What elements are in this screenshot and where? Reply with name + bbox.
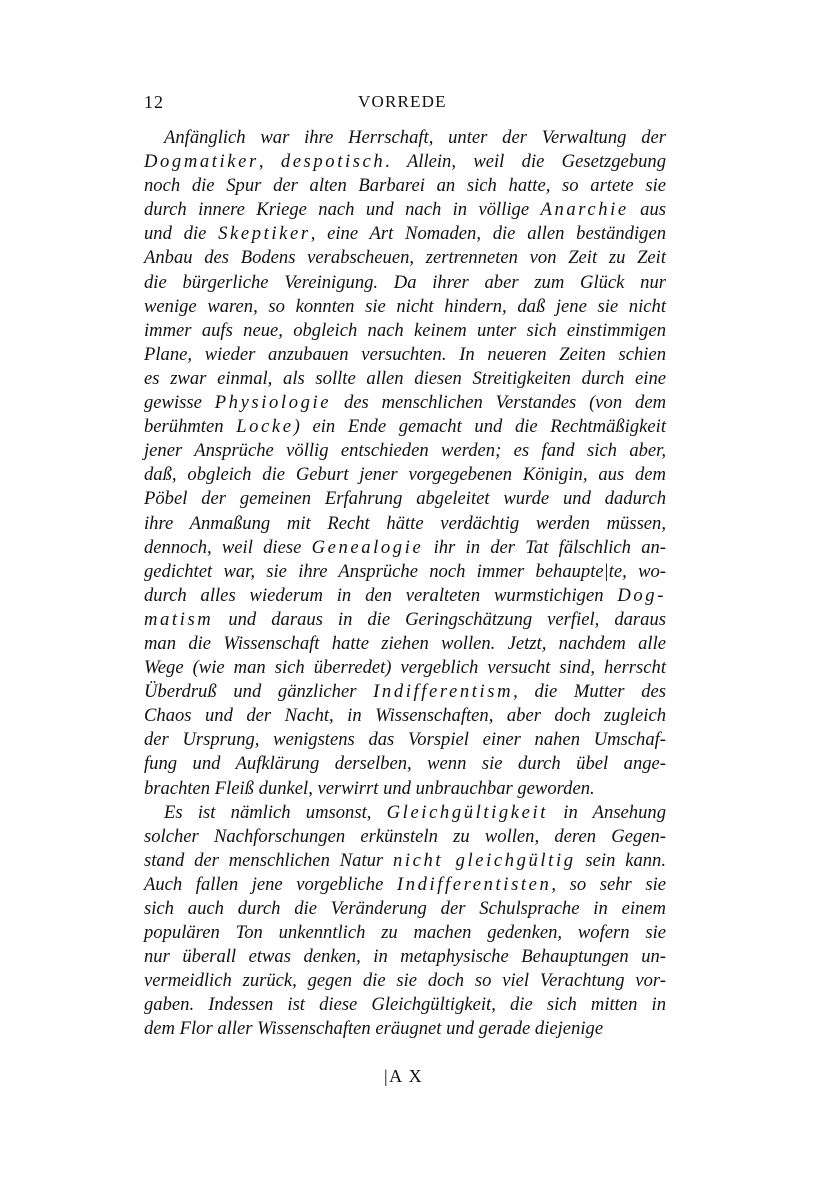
text-line xyxy=(144,536,666,560)
spaced-emphasis: Indifferentisten xyxy=(396,873,552,895)
text-run: ihr in der Tat fälschlich an- xyxy=(423,536,666,558)
text-run: ) ein Ende gemacht und die Rechtmäßigkeit xyxy=(293,416,667,438)
text-run: gaben. Indessen ist diese Gleichgültigkeit, die sich mitten in xyxy=(144,994,666,1016)
page-number: 12 xyxy=(144,92,164,112)
text-line xyxy=(144,777,666,801)
text-run: immer aufs neue, obgleich nach keinem unter sich einstimmigen xyxy=(144,319,666,341)
text-line xyxy=(144,849,666,873)
text-line xyxy=(144,150,666,174)
text-run: Plane, wieder anzubauen versuchten. In neueren Zeiten schien xyxy=(144,343,666,365)
text-line xyxy=(144,271,666,295)
spaced-emphasis: Anarchie xyxy=(540,199,629,221)
text-run: , eine Art Nomaden, die allen beständigen xyxy=(310,223,666,245)
text-line xyxy=(144,969,666,993)
text-line xyxy=(144,487,666,511)
text-line xyxy=(144,921,666,945)
text-line xyxy=(144,463,666,487)
text-run: dem Flor aller Wissenschaften eräugnet und gerade diejenige xyxy=(144,1018,604,1040)
spaced-emphasis: Gleichgültigkeit xyxy=(386,801,549,823)
text-run: vermeidlich zurück, gegen die sie doch so viel Verachtung vor- xyxy=(144,970,666,992)
text-line xyxy=(144,295,666,319)
text-line xyxy=(144,512,666,536)
text-line xyxy=(144,367,666,391)
text-line xyxy=(144,246,666,270)
signature-mark: |A X xyxy=(384,1066,424,1086)
text-line xyxy=(144,584,666,608)
text-run: solcher Nachforschungen erkünsteln zu wollen, deren Gegen- xyxy=(144,825,666,847)
text-run: man die Wissenschaft hatte ziehen wollen. Jetzt, nachdem alle xyxy=(144,632,666,654)
text-run: , xyxy=(258,151,281,173)
text-run: gewisse xyxy=(144,392,215,414)
text-line xyxy=(144,343,666,367)
text-run: , die Mutter des xyxy=(513,681,666,703)
text-line xyxy=(144,560,666,584)
text-line xyxy=(144,126,666,150)
text-line xyxy=(144,945,666,969)
text-run: und die xyxy=(144,223,219,245)
text-run: nur überall etwas denken, in metaphysische Behauptungen un- xyxy=(144,946,666,968)
text-line xyxy=(144,752,666,776)
text-line xyxy=(144,801,666,825)
text-line xyxy=(144,1017,666,1041)
text-run: sein kann. xyxy=(575,849,667,871)
text-run: durch innere Kriege nach und nach in völlige xyxy=(144,199,541,221)
text-line xyxy=(144,391,666,415)
text-line xyxy=(144,174,666,198)
text-line xyxy=(144,897,666,921)
text-run: jener Ansprüche völlig entschieden werden; es fand sich aber, xyxy=(144,440,666,462)
text-line xyxy=(144,873,666,897)
text-run: Anfänglich war ihre Herrschaft, unter der Verwaltung der xyxy=(164,127,666,148)
text-line xyxy=(144,680,666,704)
text-run: populären Ton unkenntlich zu machen gedenken, wofern sie xyxy=(144,922,666,944)
body-text xyxy=(144,126,666,1042)
text-line xyxy=(144,608,666,632)
text-run: durch alles wiederum in den veralteten wurmstichigen xyxy=(144,584,618,606)
text-line xyxy=(144,439,666,463)
spaced-emphasis: Dog- xyxy=(617,584,666,606)
text-run: es zwar einmal, als sollte allen diesen Streitigkeiten durch eine xyxy=(144,367,666,389)
text-run: die bürgerliche Vereinigung. Da ihrer aber zum Glück nur xyxy=(144,271,666,293)
text-line xyxy=(144,825,666,849)
text-line xyxy=(144,222,666,246)
spaced-emphasis: Locke xyxy=(236,416,294,438)
text-run: Anbau des Bodens verabscheuen, zertrenneten von Zeit zu Zeit xyxy=(144,247,666,269)
text-run: dennoch, weil diese xyxy=(144,536,312,558)
text-line xyxy=(144,319,666,343)
text-run: aus xyxy=(628,199,666,221)
text-run: des menschlichen Verstandes (von dem xyxy=(331,392,666,414)
text-run: berühmten xyxy=(144,416,237,438)
text-line xyxy=(144,632,666,656)
text-run: Auch fallen jene vorgebliche xyxy=(144,873,397,895)
text-run: gedichtet war, sie ihre Ansprüche noch immer behaupte|te, wo- xyxy=(144,560,666,582)
text-run: sich auch durch die Veränderung der Schulsprache in einem xyxy=(144,898,666,919)
text-run: in Ansehung xyxy=(548,801,666,823)
text-run: . Allein, weil die Gesetzgebung xyxy=(385,151,666,173)
text-run: daß, obgleich die Geburt jener vorgegebenen Königin, aus dem xyxy=(144,464,666,486)
text-run: brachten Fleiß dunkel, verwirrt und unbrauchbar geworden. xyxy=(144,777,595,799)
text-line xyxy=(144,728,666,752)
spaced-emphasis: nicht gleichgültig xyxy=(392,849,576,871)
spaced-emphasis: Genealogie xyxy=(311,536,424,558)
text-run: Pöbel der gemeinen Erfahrung abgeleitet wurde und dadurch xyxy=(144,488,666,510)
spaced-emphasis: matism xyxy=(144,608,214,630)
text-run: Es ist nämlich umsonst, xyxy=(164,801,387,823)
text-run: fung und Aufklärung derselben, wenn sie durch übel ange- xyxy=(144,753,666,775)
text-run: , so sehr sie xyxy=(551,873,667,895)
text-line xyxy=(144,415,666,439)
text-run: der Ursprung, wenigstens das Vorspiel einer nahen Umschaf- xyxy=(144,729,666,751)
spaced-emphasis: Physiologie xyxy=(214,392,332,414)
text-run: noch die Spur der alten Barbarei an sich hatte, so artete sie xyxy=(144,175,666,197)
text-line xyxy=(144,704,666,728)
text-run: und daraus in die Geringschätzung verfiel, daraus xyxy=(213,608,666,630)
spaced-emphasis: Indifferentism xyxy=(373,681,514,703)
spaced-emphasis: Dogmatiker xyxy=(144,151,259,173)
text-run: Wege (wie man sich überredet) vergeblich versucht sind, herrscht xyxy=(144,657,666,679)
text-line xyxy=(144,198,666,222)
text-run: Chaos und der Nacht, in Wissenschaften, aber doch zugleich xyxy=(144,705,666,727)
text-line xyxy=(144,656,666,680)
spaced-emphasis: Skeptiker xyxy=(218,223,311,245)
text-run: Überdruß und gänzlicher xyxy=(144,681,374,703)
text-run: ihre Anmaßung mit Recht hätte verdächtig werden müssen, xyxy=(144,512,666,534)
text-run: stand der menschlichen Natur xyxy=(144,849,393,871)
text-line xyxy=(144,993,666,1017)
text-run: wenige waren, so konnten sie nicht hindern, daß jene sie nicht xyxy=(144,295,666,317)
running-title: VORREDE xyxy=(358,92,447,111)
spaced-emphasis: despotisch xyxy=(280,151,386,173)
